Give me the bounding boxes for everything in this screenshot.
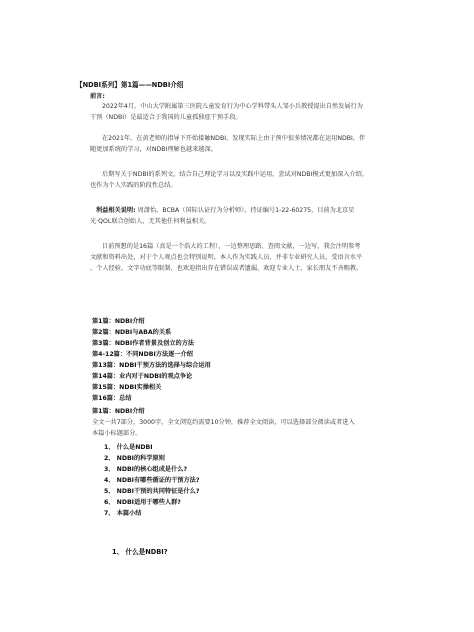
preface-label: 前言:	[90, 93, 105, 100]
part-list-item[interactable]: 5、 NDBI干预的共同特征是什么?	[104, 488, 200, 495]
toc-item[interactable]: 第4-12篇：不同NDBI方法逐一介绍	[92, 351, 193, 358]
paragraph-1-line-1: 2022年4月，中山大学附属第三医院儿童发育行为中心学科带头人邹小兵教授提出自然发展行为	[102, 103, 363, 110]
part-list-item[interactable]: 4、 NDBI有哪些循证的干预方法?	[104, 477, 200, 484]
toc-item[interactable]: 第16篇：总结	[92, 395, 132, 402]
interest-statement-line-2: 光·QOL联合创始人，无其他任何利益相关。	[90, 218, 211, 225]
paragraph-4-line-3: 、个人经验、文字功底等限制，也欢迎指出存在错误或者遗漏，欢迎专业人士、家长朋友不吝赐教。	[90, 265, 363, 272]
part-list-item[interactable]: 3、 NDBI的核心组成是什么?	[104, 466, 188, 473]
part-list-item[interactable]: 2、 NDBI的科学原则	[104, 455, 165, 462]
part-list-item[interactable]: 1、 什么是NDBI	[104, 444, 153, 451]
interest-text-1: 周潇怡，BCBA（国际认证行为分析师），持证编号1-22-60275，目前为北京星	[137, 207, 355, 214]
toc-item[interactable]: 第13篇：NDBI干预方法的选择与综合运用	[92, 362, 211, 369]
paragraph-3-line-1: 后期写关于NDBI的系列文，结合自己理论学习以及实践中运用，尝试对NDBI模式更加深入介绍，	[102, 171, 369, 178]
interest-label: 利益相关说明:	[96, 207, 136, 214]
paragraph-3-line-2: 也作为个人实践的阶段性总结。	[90, 182, 177, 189]
toc-item[interactable]: 第15篇：NDBI实操相关	[92, 384, 162, 391]
toc-item[interactable]: 第14篇：业内对于NDBI的观点争论	[92, 373, 193, 380]
paragraph-2-line-1: 在2021年，在黄老师的指导下开始接触NDBI，发现实际上由于预中很多情况都在运用NDBI，伴	[102, 135, 366, 142]
interest-statement-line-1	[96, 207, 354, 215]
paragraph-2-line-2: 随更加系统的学习，对NDBI理解也越来越深。	[90, 146, 217, 153]
document-title: 【NDBI系列】第1篇——NDBI介绍	[76, 81, 184, 89]
paragraph-4-line-1: 目前预想的是16篇（真是一个浩大的工程），一边整理思路、查阅文献，一边写，我会注明参考	[102, 243, 361, 250]
section-title: 第1篇：NDBI介绍	[92, 408, 145, 415]
toc-item[interactable]: 第2篇：NDBI与ABA的关系	[92, 329, 172, 336]
paragraph-4-line-2: 文献和资料出处，对于个人观点也会特别说明，本人作为实践人员，并非专业研究人员，受语言水平	[90, 254, 363, 261]
section-intro-line-1: 全文一共7部分，3000字，全文浏览约需要10分钟，推荐全文阅读，可以选择部分阅读或者进入	[92, 419, 355, 426]
toc-item[interactable]: 第1篇：NDBI介绍	[92, 318, 145, 325]
heading-what-is-ndbi: 1、 什么是NDBI?	[112, 548, 168, 556]
part-list-item[interactable]: 6、 NDBI适用于哪些人群?	[104, 499, 181, 506]
toc-item[interactable]: 第3篇：NDBI作者背景及创立的方法	[92, 340, 195, 347]
section-intro-line-2: 本篇小标题部分。	[92, 430, 142, 437]
part-list-item[interactable]: 7、 本篇小结	[104, 510, 142, 517]
paragraph-1-line-2: 干预（NDBI）是最适合于我国的儿童孤独症干预手段。	[90, 114, 242, 121]
